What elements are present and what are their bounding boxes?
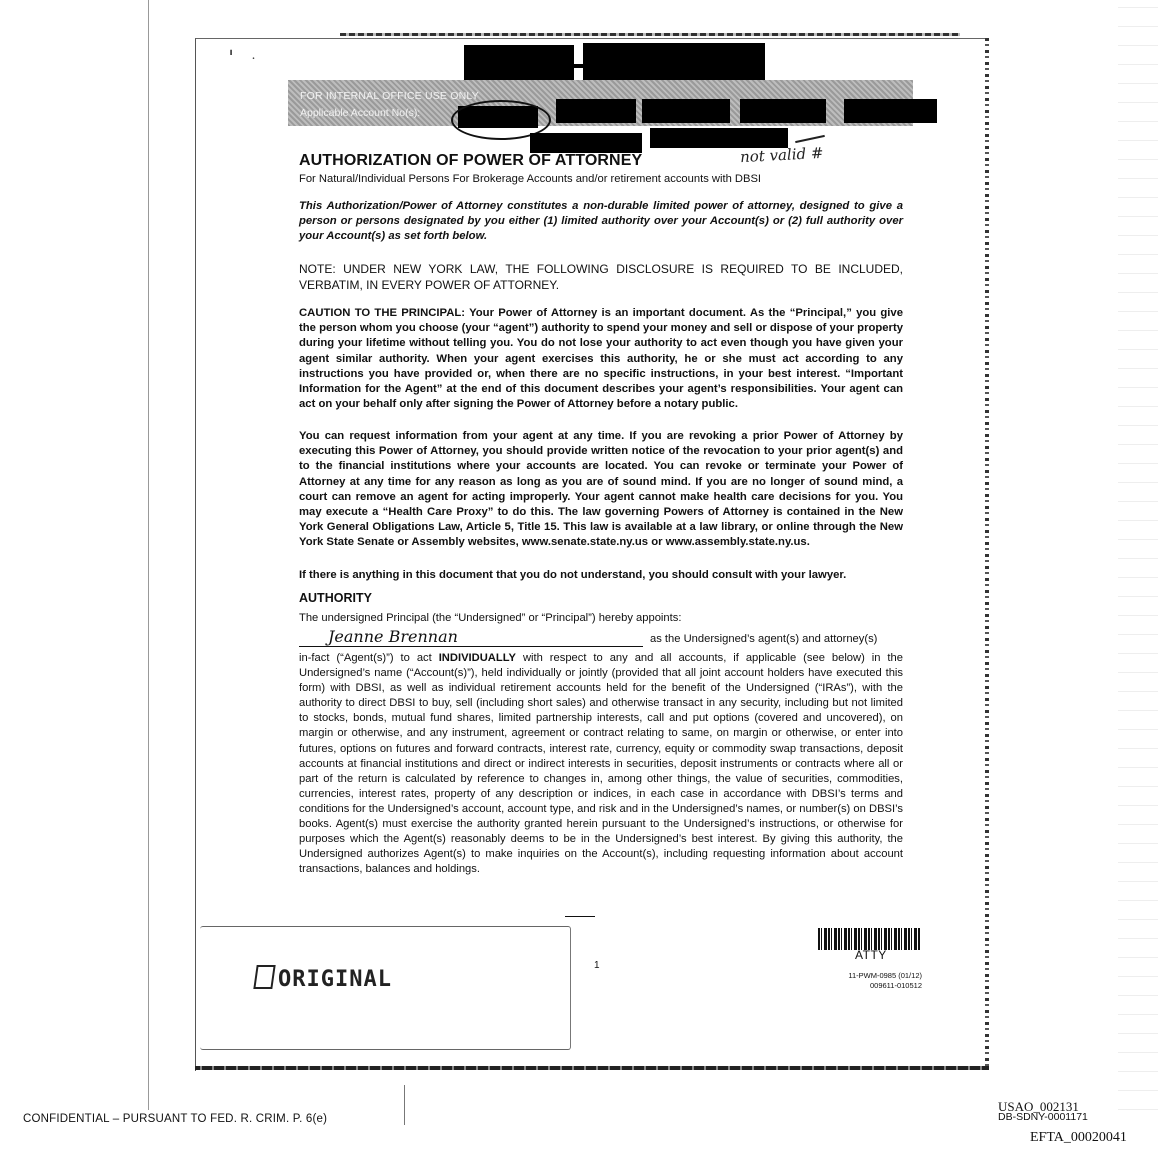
scan-mark: ˈ <box>228 48 235 73</box>
authority-prefix: in-fact (“Agent(s)”) to act <box>299 652 439 664</box>
office-use-label: FOR INTERNAL OFFICE USE ONLY <box>300 90 479 102</box>
consult-paragraph: If there is anything in this document that you do not understand, you should consult with your lawyer. <box>299 569 847 581</box>
confidential-footer: CONFIDENTIAL – PURSUANT TO FED. R. CRIM. P. 6(e) <box>23 1113 328 1125</box>
appoint-line: The undersigned Principal (the “Undersigned” or “Principal”) hereby appoints: <box>299 612 682 624</box>
agent-name-underline <box>299 646 643 647</box>
redaction-block <box>583 43 765 80</box>
authority-end-underline <box>565 916 595 917</box>
caution-paragraph: CAUTION TO THE PRINCIPAL: Your Power of Attorney is an important document. As the “Principal,” you give the person whom you choose (your “agent”) authority to spend your money and sell or dispose of your property during your lifetime without telling you. You do not lose your authority to act even though you have given your agent similar authority. When your agent exercises this authority, he or she must act according to any instructions you have provided or, when there are no specific instructions, in your best interest. “Important Information for the Agent” at the end of this document describes your agent’s responsibilities. Your agent can act on your behalf only after signing the Power of Attorney before a notary public. <box>299 307 903 411</box>
redaction-block <box>464 45 574 80</box>
page-right-edge <box>985 38 989 1070</box>
account-number-label: Applicable Account No(s): <box>300 107 421 119</box>
redaction-block <box>530 133 642 153</box>
efta-bates-number: EFTA_00020041 <box>1030 1130 1127 1145</box>
redaction-block <box>650 128 788 148</box>
authority-individually: INDIVIDUALLY <box>438 652 516 664</box>
redaction-block <box>556 99 636 123</box>
redaction-block <box>740 99 826 123</box>
scan-mark: ˙ <box>250 56 257 72</box>
document-title: AUTHORIZATION OF POWER OF ATTORNEY <box>299 152 643 169</box>
request-paragraph: You can request information from your agent at any time. If you are revoking a prior Power of Attorney by executing this Power of Attorney, you should provide written notice of the revocation to your prior agent(s) and to the financial institutions where your accounts are located. You can revoke or terminate your Power of Attorney at any time for any reason as long as you are of sound mind. If you are no longer of sound mind, a court can remove an agent for acting improperly. Your agent cannot make health care decisions for you. You may execute a “Health Care Proxy” to do this. The law governing Powers of Attorney is contained in the New York General Obligations Law, Article 5, Title 15. This law is available at a law library, or online through the New York State Senate or Assembly websites, www.senate.state.ny.us or www.assembly.state.ny.us. <box>299 430 903 549</box>
scan-margin-line <box>148 0 149 1110</box>
usao-bates-number: USAO_002131 <box>998 1099 1079 1114</box>
authority-heading: AUTHORITY <box>299 591 372 605</box>
form-code-text: 009611-010512 <box>870 981 922 990</box>
scan-noise-strip <box>1118 0 1158 1120</box>
note-paragraph: NOTE: UNDER NEW YORK LAW, THE FOLLOWING DISCLOSURE IS REQUIRED TO BE INCLUDED, VERBATIM, IN EVERY POWER OF ATTORNEY. <box>299 262 903 292</box>
authority-body: with respect to any and all accounts, if applicable (see below) in the Undersigned’s name (“Account(s)”), held individually or jointly (provided that all joint account holders have executed this form) with DBSI, as well as individual retirement accounts held for the benefit of the Undersigned (“IRAs”), with the authority to direct DBSI to buy, sell (including short sales) and otherwise transact in any security, including but not limited to stocks, bonds, mutual fund shares, limited partnership interests, call and put options (covered and uncovered), on margin or otherwise, and any instrument, agreement or contract relating to same, on margin or otherwise, or enter into futures, options on futures and forward contracts, interest rate, currency, equity or commodity swap transactions, deposit accounts at financial institutions and direct or indirect interests in securities, deposit instruments or contracts where all or part of the return is calculated by reference to changes in, among other things, the value of securities, commodities, currencies, interest rates, property of any description or indices, in each case in accordance with DBSI’s terms and conditions for the Undersigned’s account, account type, and risk and in the Undersigned’s names, or number(s) on DBSI’s books. Agent(s) must exercise the authority granted herein pursuant to the Undersigned’s instructions, or otherwise for purposes which the Agent(s) reasonably deems to be in the Undersigned’s best interest. By giving this authority, the Undersigned authorizes Agent(s) to make inquiries on the Account(s), including requesting information about account transactions, balances and holdings. <box>299 652 903 876</box>
authority-paragraph <box>299 651 903 877</box>
dbsdny-bates-number: DB-SDNY-0001171 <box>998 1111 1088 1123</box>
form-number-text: 11-PWM-0985 (01/12) <box>848 971 922 980</box>
original-stamp <box>255 965 392 992</box>
checkbox-icon <box>253 965 275 989</box>
barcode-icon <box>818 928 920 950</box>
barcode-label: ATTY <box>855 948 887 962</box>
agent-name-handwritten: Jeanne Brennan <box>328 627 458 646</box>
agent-suffix-text: as the Undersigned’s agent(s) and attorney(s) <box>650 633 878 645</box>
original-stamp-text: ORIGINAL <box>278 967 392 992</box>
handwritten-note: not valid # <box>739 143 824 167</box>
scan-margin-line-lower <box>404 1085 405 1125</box>
intro-paragraph: This Authorization/Power of Attorney constitutes a non-durable limited power of attorney, designed to give a person or persons designated by you either (1) limited authority over your Account(s) or (2) full authority over your Account(s) as set forth below. <box>299 200 903 243</box>
page-number: 1 <box>594 960 600 971</box>
redaction-block <box>844 99 937 123</box>
page-bottom-edge <box>195 1066 989 1070</box>
page-top-edge <box>340 33 960 36</box>
document-subtitle: For Natural/Individual Persons For Brokerage Accounts and/or retirement accounts with DBSI <box>299 173 762 185</box>
redaction-block <box>642 99 730 123</box>
form-number <box>832 971 922 991</box>
